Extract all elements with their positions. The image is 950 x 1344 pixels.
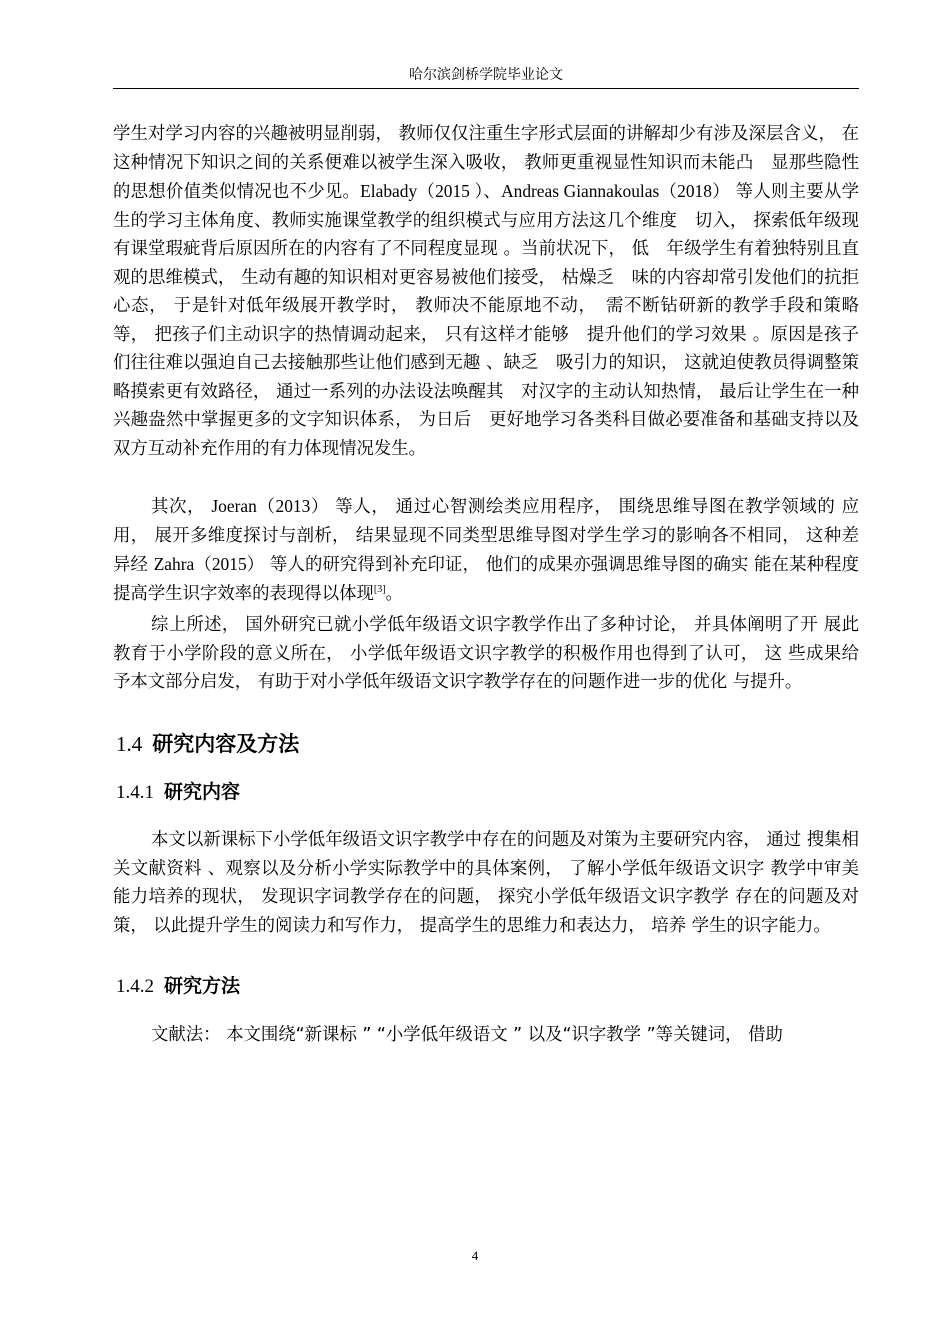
citation-marker: [3]	[373, 583, 386, 595]
paragraph-2-text-c: 等人的研究得到补充印证， 他们的成果亦强调思维导图的确实 能在某种程度提高学生识字效率的表现得以体现	[113, 555, 859, 604]
body-paragraph-5: 文献法： 本文围绕“新课标 ” “小学低年级语文 ” 以及“识字教学 ”等关键词， 借助	[151, 1025, 783, 1045]
paragraph-2-text-d: 。	[385, 583, 403, 604]
paragraph-1-text-b: 等人则主要从学生的学习主体角度、教师实施课堂教学的组织模式与应用方法这几个维度 切入， 探索低年级现有课堂瑕疵背后原因所在的内容有了不同程度显现 。当前状况下， 低 年级学生有着独特别且直观的思维模式， 生动有趣的知识相对更容易被他们接受， 枯燥乏 味的内容却常引发他们的抗拒心态， 于是针对低年级展开教学时， 教师决不能原地不动， 需不断钻研新的教学手段和策略等， 把孩子们主动识字的热情调动起来， 只有这样才能够 提升他们的学习效果 。原因是孩子们往往难以强迫自己去接触那些让他们感到无趣 、缺乏 吸引力的知识， 这就迫使教员得调整策略摸索更有效路径， 通过一系列的办法设法唤醒其 对汉字的主动认知热情， 最后让学生在一种兴趣盎然中掌握更多的文字知识体系， 为日后 更好地学习各类科目做必要准备和基础支持以及双方互动补充作用的有力体现情况发生。	[113, 182, 859, 459]
paragraph-1-citation-authors: Elabady（2015 ）、Andreas Giannakoulas（2018）	[360, 181, 730, 201]
section-heading-1-4	[116, 730, 299, 758]
paragraph-2-text-b: 等人， 通过心智测绘类应用程序， 围绕思维导图在教学领域的 应用， 展开多维度探讨与剖析， 结果显现不同类型思维导图对学生学习的影响各不相同， 这种差异经	[113, 497, 860, 575]
subsection-title: 研究方法	[164, 975, 241, 997]
subsection-heading-1-4-1	[116, 779, 240, 806]
body-paragraph-4: 本文以新课标下小学低年级语文识字教学中存在的问题及对策为主要研究内容， 通过 搜集相关文献资料 、观察以及分析小学实际教学中的具体案例， 了解小学低年级语文识字 教学中审美能力培养的现状， 发现识字词教学存在的问题， 探究小学低年级语文识字教学 存在的问题及对策， 以此提升学生的阅读力和写作力， 提高学生的思维力和表达力， 培养 学生的识字能力。	[113, 830, 859, 936]
paragraph-2-author-joeran: Joeran（2013）	[211, 496, 330, 516]
page-number: 4	[471, 1248, 479, 1263]
running-header-title: 哈尔滨剑桥学院毕业论文	[409, 67, 563, 83]
body-paragraph-3: 综上所述， 国外研究已就小学低年级语文识字教学作出了多种讨论， 并具体阐明了开 展此教育于小学阶段的意义所在， 小学低年级语文识字教学的积极作用也得到了认可， 这 些成果给予本文部分启发， 有助于对小学低年级语文识字教学存在的问题作进一步的优化 与提升。	[113, 615, 859, 692]
subsection-number: 1.4.2	[116, 976, 154, 997]
header-rule	[113, 88, 859, 89]
body-paragraph-2	[113, 492, 859, 608]
subsection-title: 研究内容	[164, 781, 241, 803]
paragraph-1-text-a: 学生对学习内容的兴趣被明显削弱， 教师仅仅注重生字形式层面的讲解却少有涉及深层含义， 在这种情况下知识之间的关系便难以被学生深入吸收， 教师更重视显性知识而未能凸 显那些隐性的思想价值类似情况也不少见。	[113, 124, 859, 202]
paragraph-2-text-a: 其次，	[151, 497, 212, 517]
subsection-heading-1-4-2	[116, 973, 240, 1000]
section-number: 1.4	[116, 732, 143, 756]
subsection-number: 1.4.1	[116, 782, 154, 803]
paragraph-2-author-zahra: Zahra（2015）	[153, 554, 265, 574]
body-paragraph-1	[113, 120, 859, 463]
section-title: 研究内容及方法	[152, 732, 300, 756]
